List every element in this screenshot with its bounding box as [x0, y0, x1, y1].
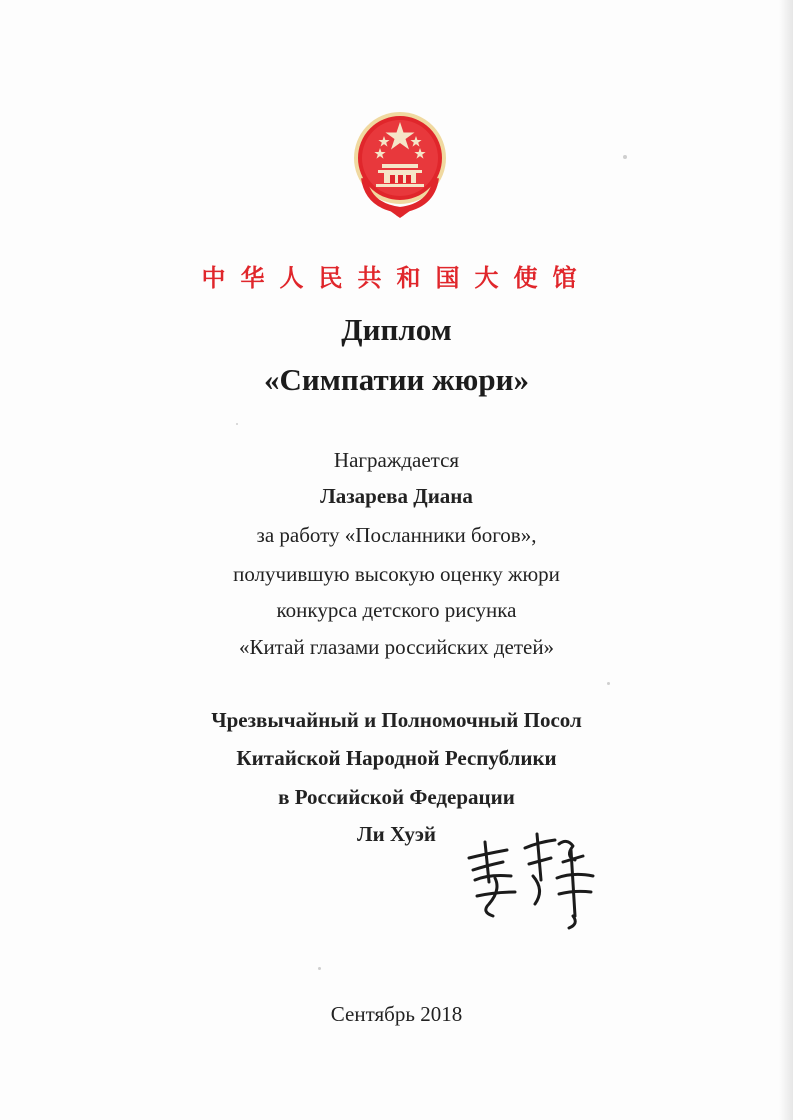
- scan-speck: [318, 967, 321, 970]
- page-edge-shadow: [779, 0, 793, 1120]
- signatory-title-line2: Китайской Народной Республики: [236, 746, 557, 770]
- work-title: за работу «Посланники богов»,: [256, 523, 537, 547]
- diploma-title: Диплом: [341, 312, 452, 347]
- contest-text: конкурса детского рисунка: [276, 598, 517, 622]
- signatory-title-line1: Чрезвычайный и Полномочный Посол: [211, 708, 582, 732]
- jury-score-text: получившую высокую оценку жюри: [233, 562, 560, 586]
- signatory-title-line3: в Российской Федерации: [278, 785, 515, 809]
- issue-date: Сентябрь 2018: [330, 1002, 463, 1026]
- recipient-name: Лазарева Диана: [320, 484, 473, 508]
- scan-speck: [236, 423, 238, 425]
- diploma-subtitle: «Симпатии жюри»: [264, 362, 529, 397]
- scan-speck: [607, 682, 610, 685]
- embassy-name: 中华人民共和国大使馆: [201, 264, 592, 292]
- signatory-name: Ли Хуэй: [356, 822, 437, 846]
- handwritten-signature-icon: [455, 820, 615, 935]
- contest-name: «Китай глазами российских детей»: [238, 635, 555, 659]
- national-emblem-icon: [350, 108, 450, 220]
- scan-speck: [623, 155, 627, 159]
- awarded-text: Награждается: [333, 448, 460, 472]
